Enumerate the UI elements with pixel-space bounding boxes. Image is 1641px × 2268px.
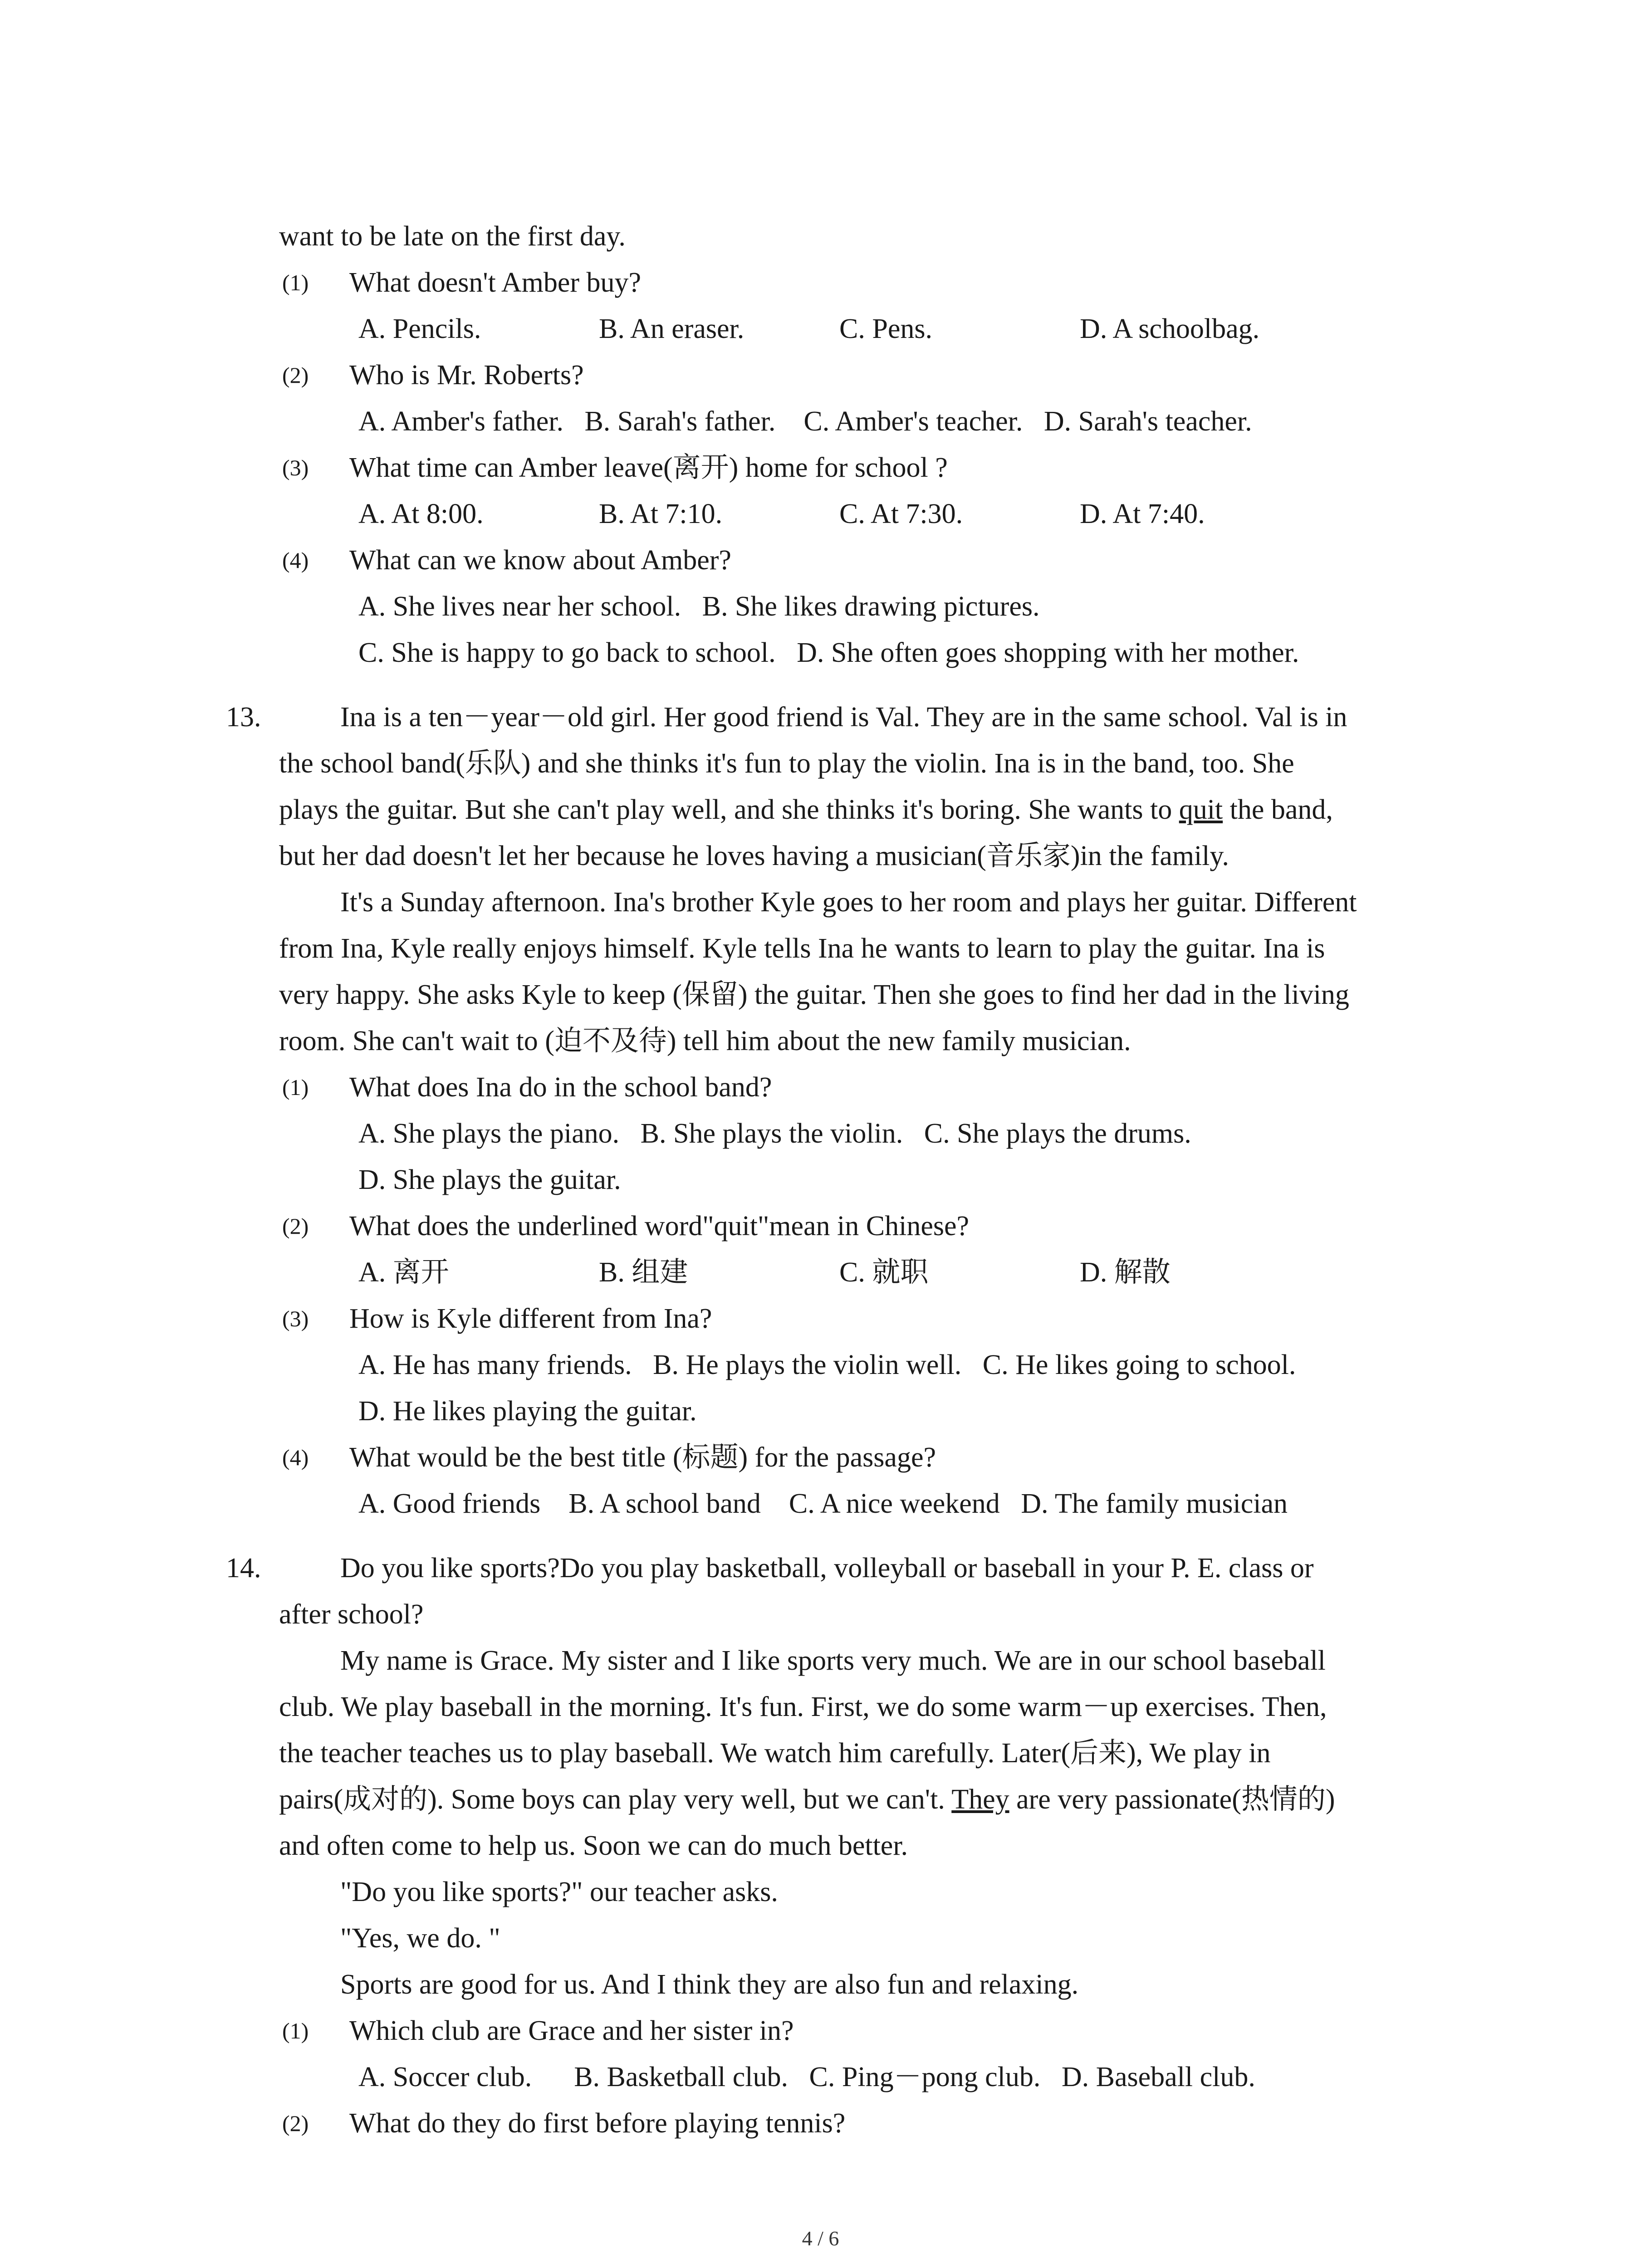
question-group-number: 14. bbox=[226, 1553, 261, 1584]
option-a[interactable]: A. 离开 bbox=[358, 1257, 449, 1288]
passage-line: Sports are good for us. And I think they are also fun and relaxing. bbox=[340, 1969, 1079, 2000]
question-number: (1) bbox=[282, 1075, 309, 1100]
option-d[interactable]: D. A schoolbag. bbox=[1080, 313, 1260, 344]
question-number: (1) bbox=[282, 270, 309, 295]
question-number: (1) bbox=[282, 2018, 309, 2043]
passage-line: room. She can't wait to (迫不及待) tell him about the new family musician. bbox=[279, 1026, 1131, 1056]
option-d[interactable]: D. 解散 bbox=[1080, 1257, 1171, 1288]
answer-options[interactable]: A. He has many friends. B. He plays the violin well. C. He likes going to school. bbox=[358, 1349, 1296, 1380]
option-a[interactable]: A. Pencils. bbox=[358, 313, 481, 344]
question-text: What does Ina do in the school band? bbox=[349, 1072, 772, 1103]
answer-options[interactable]: C. She is happy to go back to school. D. She often goes shopping with her mother. bbox=[358, 637, 1299, 668]
passage-line: and often come to help us. Soon we can do much better. bbox=[279, 1830, 908, 1861]
question-text: What doesn't Amber buy? bbox=[349, 267, 642, 298]
passage-line: from Ina, Kyle really enjoys himself. Kyle tells Ina he wants to learn to play the guitar. Ina is bbox=[279, 933, 1325, 964]
passage-line: but her dad doesn't let her because he loves having a musician(音乐家)in the family. bbox=[279, 841, 1229, 871]
passage-line: My name is Grace. My sister and I like sports very much. We are in our school baseball bbox=[340, 1645, 1326, 1676]
answer-options[interactable]: A. Good friends B. A school band C. A nice weekend D. The family musician bbox=[358, 1488, 1288, 1519]
question-text: What time can Amber leave(离开) home for school ? bbox=[349, 452, 948, 483]
passage-line: "Do you like sports?" our teacher asks. bbox=[340, 1877, 778, 1907]
option-c[interactable]: C. 就职 bbox=[839, 1257, 929, 1288]
passage-line: after school? bbox=[279, 1599, 424, 1630]
answer-options bbox=[358, 1249, 1171, 1295]
passage-line: Do you like sports?Do you play basketball, volleyball or baseball in your P. E. class or bbox=[340, 1553, 1314, 1584]
underlined-word: quit bbox=[1179, 794, 1223, 825]
question-text: Who is Mr. Roberts? bbox=[349, 360, 584, 391]
question-number: (4) bbox=[282, 547, 309, 573]
underlined-word: They bbox=[951, 1784, 1009, 1815]
answer-options[interactable]: A. Amber's father. B. Sarah's father. C. Amber's teacher. D. Sarah's teacher. bbox=[358, 406, 1252, 437]
passage-text: pairs(成对的). Some boys can play very well, but we can't. bbox=[279, 1784, 952, 1815]
question-text: How is Kyle different from Ina? bbox=[349, 1303, 712, 1334]
answer-options[interactable]: A. She plays the piano. B. She plays the violin. C. She plays the drums. bbox=[358, 1118, 1191, 1149]
passage-line: the school band(乐队) and she thinks it's fun to play the violin. Ina is in the band, too. She bbox=[279, 748, 1294, 779]
passage-line: It's a Sunday afternoon. Ina's brother Kyle goes to her room and plays her guitar. Different bbox=[340, 887, 1357, 918]
question-number: (3) bbox=[282, 455, 309, 480]
question-number: (2) bbox=[282, 1213, 309, 1239]
question-number: (4) bbox=[282, 1445, 309, 1470]
answer-options bbox=[358, 491, 1205, 537]
question-number: (2) bbox=[282, 2111, 309, 2136]
passage-line: the teacher teaches us to play baseball. We watch him carefully. Later(后来), We play in bbox=[279, 1738, 1271, 1769]
passage-text: the band, bbox=[1223, 794, 1333, 825]
passage-line: want to be late on the first day. bbox=[279, 221, 626, 252]
answer-options[interactable]: D. He likes playing the guitar. bbox=[358, 1396, 697, 1427]
option-c[interactable]: C. Pens. bbox=[839, 313, 932, 344]
option-a[interactable]: A. At 8:00. bbox=[358, 499, 484, 529]
passage-text: plays the guitar. But she can't play well, and she thinks it's boring. She wants to bbox=[279, 794, 1179, 825]
passage-line: very happy. She asks Kyle to keep (保留) the guitar. Then she goes to find her dad in the living bbox=[279, 979, 1349, 1010]
passage-line bbox=[279, 1776, 1335, 1823]
option-b[interactable]: B. 组建 bbox=[599, 1257, 688, 1288]
passage-line bbox=[279, 787, 1333, 833]
question-text: What does the underlined word"quit"mean in Chinese? bbox=[349, 1211, 970, 1242]
passage-text: are very passionate(热情的) bbox=[1009, 1784, 1335, 1815]
answer-options[interactable]: A. Soccer club. B. Basketball club. C. Ping－pong club. D. Baseball club. bbox=[358, 2062, 1255, 2092]
answer-options[interactable]: D. She plays the guitar. bbox=[358, 1164, 621, 1195]
option-c[interactable]: C. At 7:30. bbox=[839, 499, 963, 529]
option-d[interactable]: D. At 7:40. bbox=[1080, 499, 1205, 529]
question-text: What would be the best title (标题) for the passage? bbox=[349, 1442, 936, 1473]
question-number: (3) bbox=[282, 1306, 309, 1331]
page-number: 4 / 6 bbox=[802, 2227, 839, 2250]
answer-options bbox=[358, 306, 1259, 352]
passage-line: "Yes, we do. " bbox=[340, 1923, 500, 1954]
passage-line: club. We play baseball in the morning. It's fun. First, we do some warm－up exercises. Then, bbox=[279, 1691, 1327, 1722]
answer-options[interactable]: A. She lives near her school. B. She likes drawing pictures. bbox=[358, 591, 1040, 622]
question-group-number: 13. bbox=[226, 702, 261, 733]
option-b[interactable]: B. At 7:10. bbox=[599, 499, 723, 529]
question-text: Which club are Grace and her sister in? bbox=[349, 2015, 794, 2046]
question-text: What can we know about Amber? bbox=[349, 545, 731, 576]
passage-line: Ina is a ten－year－old girl. Her good friend is Val. They are in the same school. Val is in bbox=[340, 702, 1347, 733]
question-text: What do they do first before playing tennis? bbox=[349, 2108, 846, 2139]
option-b[interactable]: B. An eraser. bbox=[599, 313, 745, 344]
question-number: (2) bbox=[282, 362, 309, 388]
